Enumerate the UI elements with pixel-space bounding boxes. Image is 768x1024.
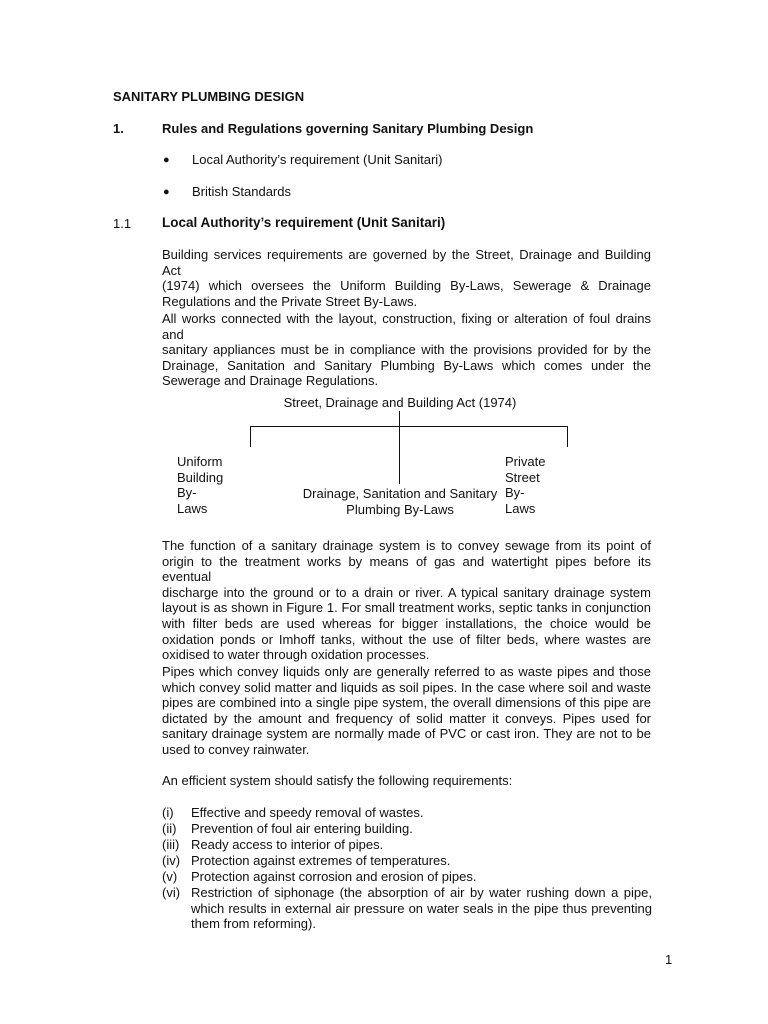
- paragraph-pipes: [162, 664, 651, 758]
- paragraph-line: origin to the treatment works by means of gas and watertight pipes before its eventual: [162, 553, 651, 585]
- paragraph-function: [162, 538, 651, 663]
- section-1-heading: Rules and Regulations governing Sanitary Plumbing Design: [162, 121, 534, 136]
- bullet-icon: ●: [163, 186, 170, 198]
- bullet-icon: ●: [163, 154, 170, 166]
- paragraph-line: which convey solid matter and liquids as soil pipes. In the case where soil and waste: [162, 679, 651, 695]
- requirement-number: (v): [162, 869, 178, 884]
- requirement-text: [191, 805, 652, 821]
- diagram-node-uniform-building: Uniform Building By-Laws: [177, 454, 224, 516]
- requirement-text: [191, 837, 652, 853]
- paragraph-line: Pipes which convey liquids only are generally referred to as waste pipes and those: [162, 664, 651, 679]
- paragraph-line: oxidised to water through oxidation processes.: [162, 647, 430, 663]
- requirement-line: Restriction of siphonage (the absorption of air by water rushing down a pipe,: [191, 885, 652, 900]
- requirement-number: (iii): [162, 837, 180, 852]
- requirement-text: [191, 853, 652, 869]
- bullet-item-local-authority: Local Authority’s requirement (Unit Sanitari): [192, 152, 443, 167]
- diagram-connector: [567, 426, 568, 447]
- requirement-text: [191, 869, 652, 885]
- diagram-connector: [250, 426, 251, 447]
- paragraph-line: layout is as shown in Figure 1. For small treatment works, septic tanks in conjunction: [162, 600, 651, 616]
- paragraph-compliance: [162, 311, 651, 389]
- page-number: 1: [665, 952, 673, 967]
- paragraph-line: Building services requirements are governed by the Street, Drainage and Building Act: [162, 247, 651, 278]
- diagram-connector: [399, 411, 400, 484]
- paragraph-line: used to convey rainwater.: [162, 741, 310, 757]
- requirement-number: (iv): [162, 853, 181, 868]
- section-1-1-heading: Local Authority’s requirement (Unit Sanitari): [162, 215, 446, 230]
- requirement-line: Effective and speedy removal of wastes.: [191, 805, 424, 820]
- diagram-connector: [250, 426, 568, 427]
- paragraph-line: discharge into the ground or to a drain or river. A typical sanitary drainage system: [162, 584, 651, 600]
- paragraph-line: Sewerage and Drainage Regulations.: [162, 373, 379, 389]
- paragraph-line: with filter beds are used whereas for bigger installations, the choice would be: [162, 615, 651, 631]
- paragraph-line: sanitary drainage system are normally made of PVC or cast iron. They are not to be: [162, 726, 651, 742]
- paragraph-line: dictated by the amount and frequency of solid matter it conveys. Pipes used for: [162, 710, 651, 726]
- requirement-line: Ready access to interior of pipes.: [191, 837, 384, 852]
- paragraph-line: oxidation ponds or Imhoff tanks, without the use of filter beds, where wastes are: [162, 631, 651, 647]
- requirement-number: (vi): [162, 885, 181, 900]
- paragraph-line: Regulations and the Private Street By-Laws.: [162, 293, 418, 309]
- requirement-number: (ii): [162, 821, 177, 836]
- requirement-number: (i): [162, 805, 174, 820]
- requirement-line: Protection against extremes of temperatures.: [191, 853, 451, 868]
- requirement-line: which results in external air pressure on water seals in the pipe thus preventing: [191, 900, 652, 916]
- paragraph-line: pipes are combined into a single pipe system, the overall dimensions of this pipe are: [162, 695, 651, 711]
- requirement-line: Prevention of foul air entering building.: [191, 821, 413, 836]
- paragraph-line: sanitary appliances must be in compliance with the provisions provided for by the: [162, 342, 651, 358]
- diagram-node-drainage-sanitation: [280, 486, 520, 517]
- requirement-text: [191, 821, 652, 837]
- bullet-item-british-standards: British Standards: [192, 184, 291, 199]
- paragraph-line: (1974) which oversees the Uniform Building By-Laws, Sewerage & Drainage: [162, 278, 651, 294]
- diagram-node-private-street: Private Street By-Laws: [505, 454, 546, 516]
- requirement-line: Protection against corrosion and erosion of pipes.: [191, 869, 477, 884]
- paragraph-line: The function of a sanitary drainage system is to convey sewage from its point of: [162, 538, 651, 553]
- section-1-1-number: 1.1: [113, 216, 132, 231]
- paragraph-requirements-intro: An efficient system should satisfy the following requirements:: [162, 773, 513, 788]
- diagram-node-line: Drainage, Sanitation and Sanitary: [302, 486, 498, 501]
- diagram-node-line: Plumbing By-Laws: [346, 501, 454, 517]
- requirement-text: [191, 885, 652, 932]
- document-title: SANITARY PLUMBING DESIGN: [113, 89, 305, 104]
- paragraph-line: All works connected with the layout, construction, fixing or alteration of foul drains and: [162, 311, 651, 342]
- section-1-number: 1.: [113, 121, 124, 136]
- paragraph-acts: [162, 247, 651, 309]
- diagram-node-act: Street, Drainage and Building Act (1974): [283, 395, 517, 410]
- paragraph-line: Drainage, Sanitation and Sanitary Plumbing By-Laws which comes under the: [162, 357, 651, 373]
- requirement-line: them from reforming).: [191, 916, 316, 932]
